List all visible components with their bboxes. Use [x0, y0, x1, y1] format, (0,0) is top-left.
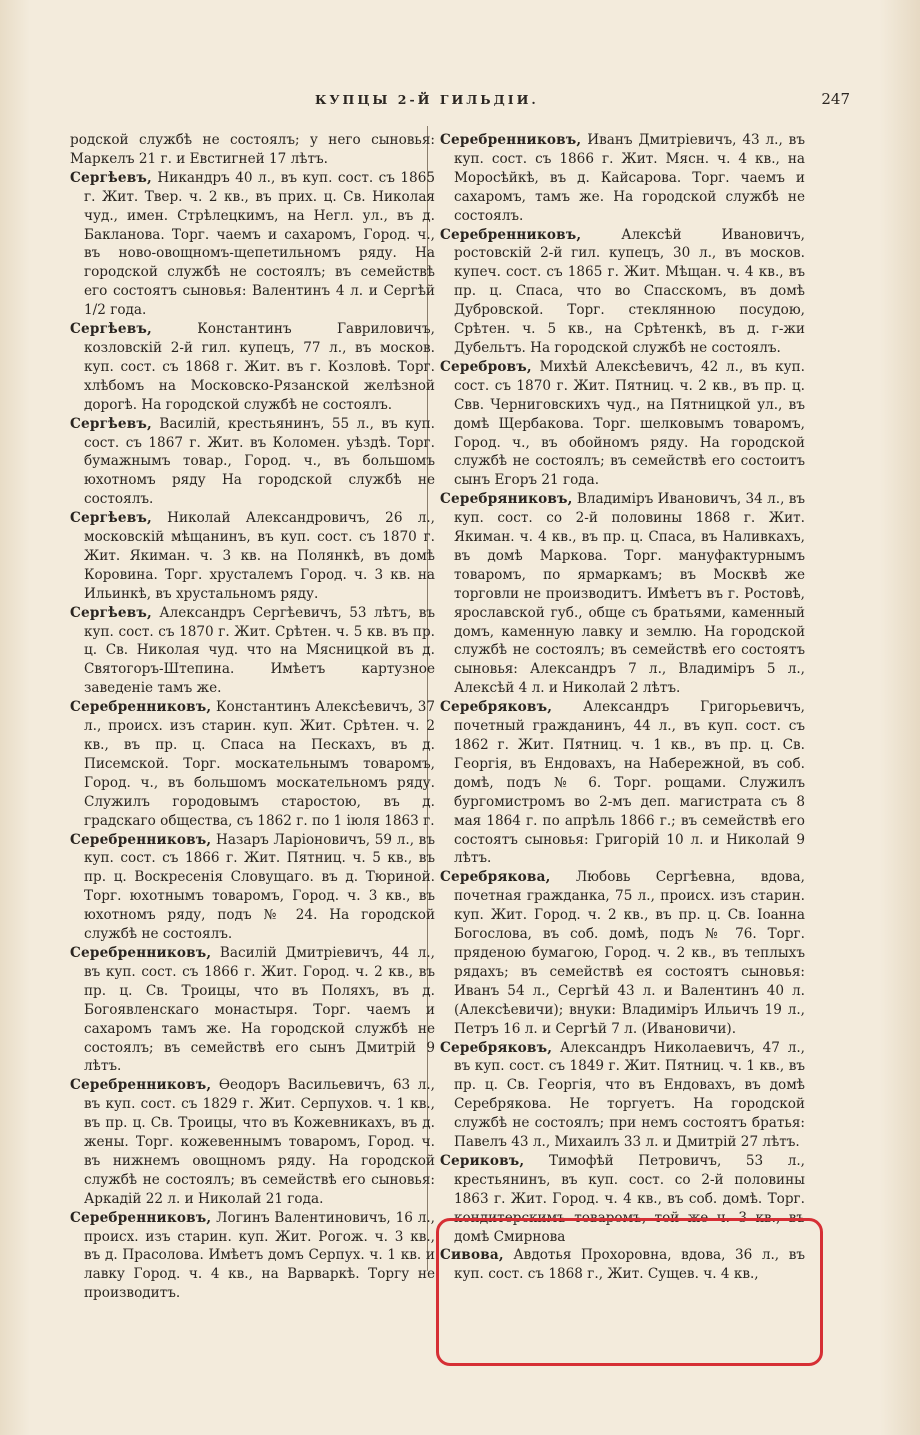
entry-text: Иванъ Дмитріевичъ, 43 л., въ куп. сост. съ 1866 г. Жит. Мясн. ч. 4 кв., на Моросѣйкѣ, въ д. Кайсарова. Торг. чаемъ и сахаромъ, тамъ же. На городской службѣ не состоялъ. — [454, 132, 805, 224]
entry-text: Алексѣй Ивановичъ, ростовскій 2-й гил. купецъ, 30 л., въ москов. купеч. сост. съ 1865 г. Жит. Мѣщан. ч. 4 кв., въ пр. ц. Спаса, что во Спасскомъ, въ домѣ Дубровской. Торг. стеклянною посудою, Срѣтен. ч. 5 кв., на Срѣтенкѣ, въ д. г-жи Дубельтъ. На городской службѣ не состоялъ. — [454, 226, 805, 356]
page-header — [70, 92, 850, 114]
entry-text: Александръ Сергѣевичъ, 53 лѣтъ, въ куп. сост. съ 1870 г. Жит. Срѣтен. ч. 5 кв. въ пр. ц. Св. Николая чуд. что на Мясницкой въ д. Святогоръ-Штепина. Имѣетъ картузное заведеніе тамъ же. — [84, 604, 435, 697]
entry-text: Константинъ Алексѣевичъ, 37 л., происх. изъ старин. куп. Жит. Срѣтен. ч. 2 кв., въ пр. ц. Спаса на Пескахъ, въ д. Писемской. Торг. москательнымъ товаромъ, Город. ч., въ большомъ москательномъ ряду. Служилъ городовымъ старостою, въ д. градскаго общества, съ 1862 г. по 1 іюля 1863 г. — [84, 699, 435, 829]
list-item — [70, 415, 435, 510]
entry-text: Василій, крестьянинъ, 55 л., въ куп. сост. съ 1867 г. Жит. въ Коломен. уѣздѣ. Торг. бумажнымъ товар., Город. ч., въ большомъ юхотномъ ряду На городской службѣ не состоялъ. — [84, 415, 435, 508]
right-column — [440, 131, 805, 1284]
list-item — [440, 1039, 805, 1152]
list-item — [70, 831, 435, 944]
list-item — [70, 944, 435, 1076]
list-item — [70, 509, 435, 604]
entry-text: Михѣй Алексѣевичъ, 42 л., въ куп. сост. съ 1870 г. Жит. Пятниц. ч. 2 кв., въ пр. ц. Свв. Черниговскихъ чуд., на Пятницкой ул., въ домѣ Щербакова. Торг. шелковымъ товаромъ, Город. ч., въ обойномъ ряду. На городской службѣ не состоялъ; въ семействѣ его состоитъ сынъ Егоръ 21 года. — [454, 358, 805, 489]
list-item — [70, 698, 435, 830]
list-item — [70, 604, 435, 699]
list-item — [440, 131, 805, 226]
entry-name: Сериковъ, — [440, 1152, 525, 1169]
entry-name: Серебровъ, — [440, 358, 532, 375]
list-item — [70, 1209, 435, 1304]
entry-text: Александръ Николаевичъ, 47 л., въ куп. сост. съ 1849 г. Жит. Пятниц. ч. 1 кв., въ пр. ц. Св. Георгія, что въ Ендовахъ, въ домѣ Серебрякова. Не торгуетъ. На городской службѣ не состоялъ; при немъ состоятъ братья: Павелъ 43 л., Михаилъ 33 л. и Дмитрій 27 лѣтъ. — [454, 1039, 806, 1151]
running-head: КУПЦЫ 2-Й ГИЛЬДІИ. — [315, 92, 539, 107]
entry-name: Серебряниковъ, — [440, 491, 573, 508]
entry-text: Тимофѣй Петровичъ, 53 л., крестьянинъ, въ куп. сост. со 2-й половины 1863 г. Жит. Город. ч. 4 кв., въ соб. домѣ. Торг. кондитерскимъ товаромъ, той же ч. 3 кв., въ домѣ Смирнова — [454, 1152, 805, 1245]
entry-name: Сергѣевъ, — [70, 604, 152, 621]
entry-name: Сергѣевъ, — [70, 169, 152, 186]
continuation-text: родской службѣ не состоялъ; у него сыновья: Маркелъ 21 г. и Евстигней 17 лѣтъ. — [70, 132, 435, 167]
entry-name: Сергѣевъ, — [70, 510, 152, 527]
entry-name: Серебряковъ, — [440, 699, 553, 716]
list-item — [440, 226, 805, 358]
entry-name: Серебряковъ, — [440, 1039, 553, 1056]
entry-name: Серебренниковъ, — [70, 1077, 212, 1094]
entry-text: Василій Дмитріевичъ, 44 л., въ куп. сост. съ 1866 г. Жит. Город. ч. 2 кв., въ пр. ц. Св. Троицы, что въ Поляхъ, въ д. Богоявленскаго монастыря. Торг. чаемъ и сахаромъ тамъ же. На городской службѣ не состоялъ; въ семействѣ его сынъ Дмитрій 9 лѣтъ. — [84, 944, 435, 1075]
entry-text: Владиміръ Ивановичъ, 34 л., въ куп. сост. со 2-й половины 1868 г. Жит. Якиман. ч. 4 кв., въ пр. ц. Спаса, въ Наливкахъ, въ домѣ Маркова. Торг. мануфактурнымъ товаромъ, по ярмаркамъ; въ Москвѣ же торговли не производитъ. Имѣетъ въ г. Ростовѣ, ярославской губ., обще съ братьями, каменный домъ, каменную лавку и землю. На городской службѣ не состоялъ; въ семействѣ его состоятъ сыновья: Александръ 7 л., Владиміръ 5 л., Алексѣй 4 л. и Николай 2 лѣтъ. — [454, 491, 806, 697]
entry-name: Серебренниковъ, — [440, 132, 582, 148]
entry-name: Серебренниковъ, — [70, 944, 212, 961]
list-item — [70, 1076, 435, 1208]
entry-text: Любовь Сергѣевна, вдова, почетная гражданка, 75 л., происх. изъ старин. куп. Жит. Город. ч. 2 кв., въ пр. ц. Св. Іоанна Богослова, въ соб. домѣ, подъ № 76. Торг. пряденою бумагою, Город. ч. 2 кв., въ теплыхъ рядахъ; въ семействѣ ея состоятъ сыновья: Иванъ 54 л., Сергѣй 43 л. и Валентинъ 40 л. (Алексѣевичи); внуки: Владиміръ Ильичъ 19 л., Петръ 16 л. и Сергѣй 7 л. (Ивановичи). — [454, 869, 805, 1037]
entry-text: Александръ Григорьевичъ, почетный гражданинъ, 44 л., въ куп. сост. съ 1862 г. Жит. Пятниц. ч. 1 кв., въ пр. ц. Св. Георгія, въ Ендовахъ, на Набережной, въ соб. домѣ, подъ № 6. Торг. рощами. Служилъ бургомистромъ во 2-мъ деп. магистрата съ 8 мая 1864 г. по апрѣль 1866 г.; въ семействѣ его состоятъ сыновья: Григорій 10 л. и Николай 9 лѣтъ. — [454, 699, 805, 867]
entry-text: Никандръ 40 л., въ куп. сост. съ 1865 г. Жит. Твер. ч. 2 кв., въ прих. ц. Св. Николая чуд., имен. Стрѣлецкимъ, на Негл. ул., въ д. Бакланова. Торг. чаемъ и сахаромъ, Город. ч., въ ново-овощномъ-щепетильномъ ряду. На городской службѣ не состоялъ; въ семействѣ его состоятъ сыновья: Валентинъ 4 л. и Сергѣй 1/2 года. — [84, 169, 436, 319]
left-column — [70, 131, 435, 1303]
entry-text: Ѳеодоръ Васильевичъ, 63 л., въ куп. сост. съ 1829 г. Жит. Серпухов. ч. 1 кв., въ пр. ц. Св. Троицы, что въ Кожевникахъ, въ д. жены. Торг. кожевеннымъ товаромъ, Город. ч. въ нижнемъ овощномъ ряду. На городской службѣ не состоялъ; въ семействѣ его сыновья: Аркадій 22 л. и Николай 21 года. — [84, 1077, 435, 1207]
list-item — [440, 358, 805, 490]
list-item — [70, 320, 435, 415]
entry-name: Сергѣевъ, — [70, 321, 152, 338]
list-item — [70, 169, 435, 320]
page-number: 247 — [821, 90, 850, 108]
entry-text: Назаръ Ларіоновичъ, 59 л., въ куп. сост. съ 1866 г. Жит. Пятниц. ч. 5 кв., въ пр. ц. Воскресенія Словущаго. въ д. Тюриной. Торг. юхотнымъ товаромъ, Город. ч. 3 кв., въ юхотномъ ряду, подъ № 24. На городской службѣ не состоялъ. — [84, 831, 435, 943]
entry-name: Сергѣевъ, — [70, 415, 152, 432]
entry-name: Серебрякова, — [440, 869, 551, 886]
entry-text: Николай Александровичъ, 26 л., московскій мѣщанинъ, въ куп. сост. съ 1870 г. Жит. Якиман. ч. 3 кв. на Полянкѣ, въ домѣ Коровина. Торг. хрусталемъ Город. ч. 3 кв. на Ильинкѣ, въ хрустальномъ ряду. — [84, 510, 435, 602]
list-item — [440, 698, 805, 868]
entry-name: Серебренниковъ, — [70, 831, 212, 848]
entry-text: Логинъ Валентиновичъ, 16 л., происх. изъ старин. куп. Жит. Рогож. ч. 3 кв., въ д. Прасолова. Имѣетъ домъ Серпух. ч. 1 кв. и лавку Город. ч. 4 кв., на Варваркѣ. Торгу не производитъ. — [84, 1209, 435, 1302]
entry-text: Константинъ Гавриловичъ, козловскій 2-й гил. купецъ, 77 л., въ москов. куп. сост. съ 1868 г. Жит. въ г. Козловѣ. Торг. хлѣбомъ на Московско-Рязанской желѣзной дорогѣ. На городской службѣ не состоялъ. — [84, 321, 435, 413]
entry-name: Серебренниковъ, — [70, 1209, 212, 1226]
entry-text: Авдотья Прохоровна, вдова, 36 л., въ куп. сост. съ 1868 г., Жит. Сущев. ч. 4 кв., — [454, 1247, 805, 1283]
entry-name: Сивова, — [440, 1247, 504, 1264]
entry-name: Серебренниковъ, — [70, 699, 212, 716]
highlight-box — [436, 1218, 823, 1366]
list-item — [440, 868, 805, 1038]
entry-name: Серебренниковъ, — [440, 226, 582, 243]
list-item — [440, 490, 805, 698]
